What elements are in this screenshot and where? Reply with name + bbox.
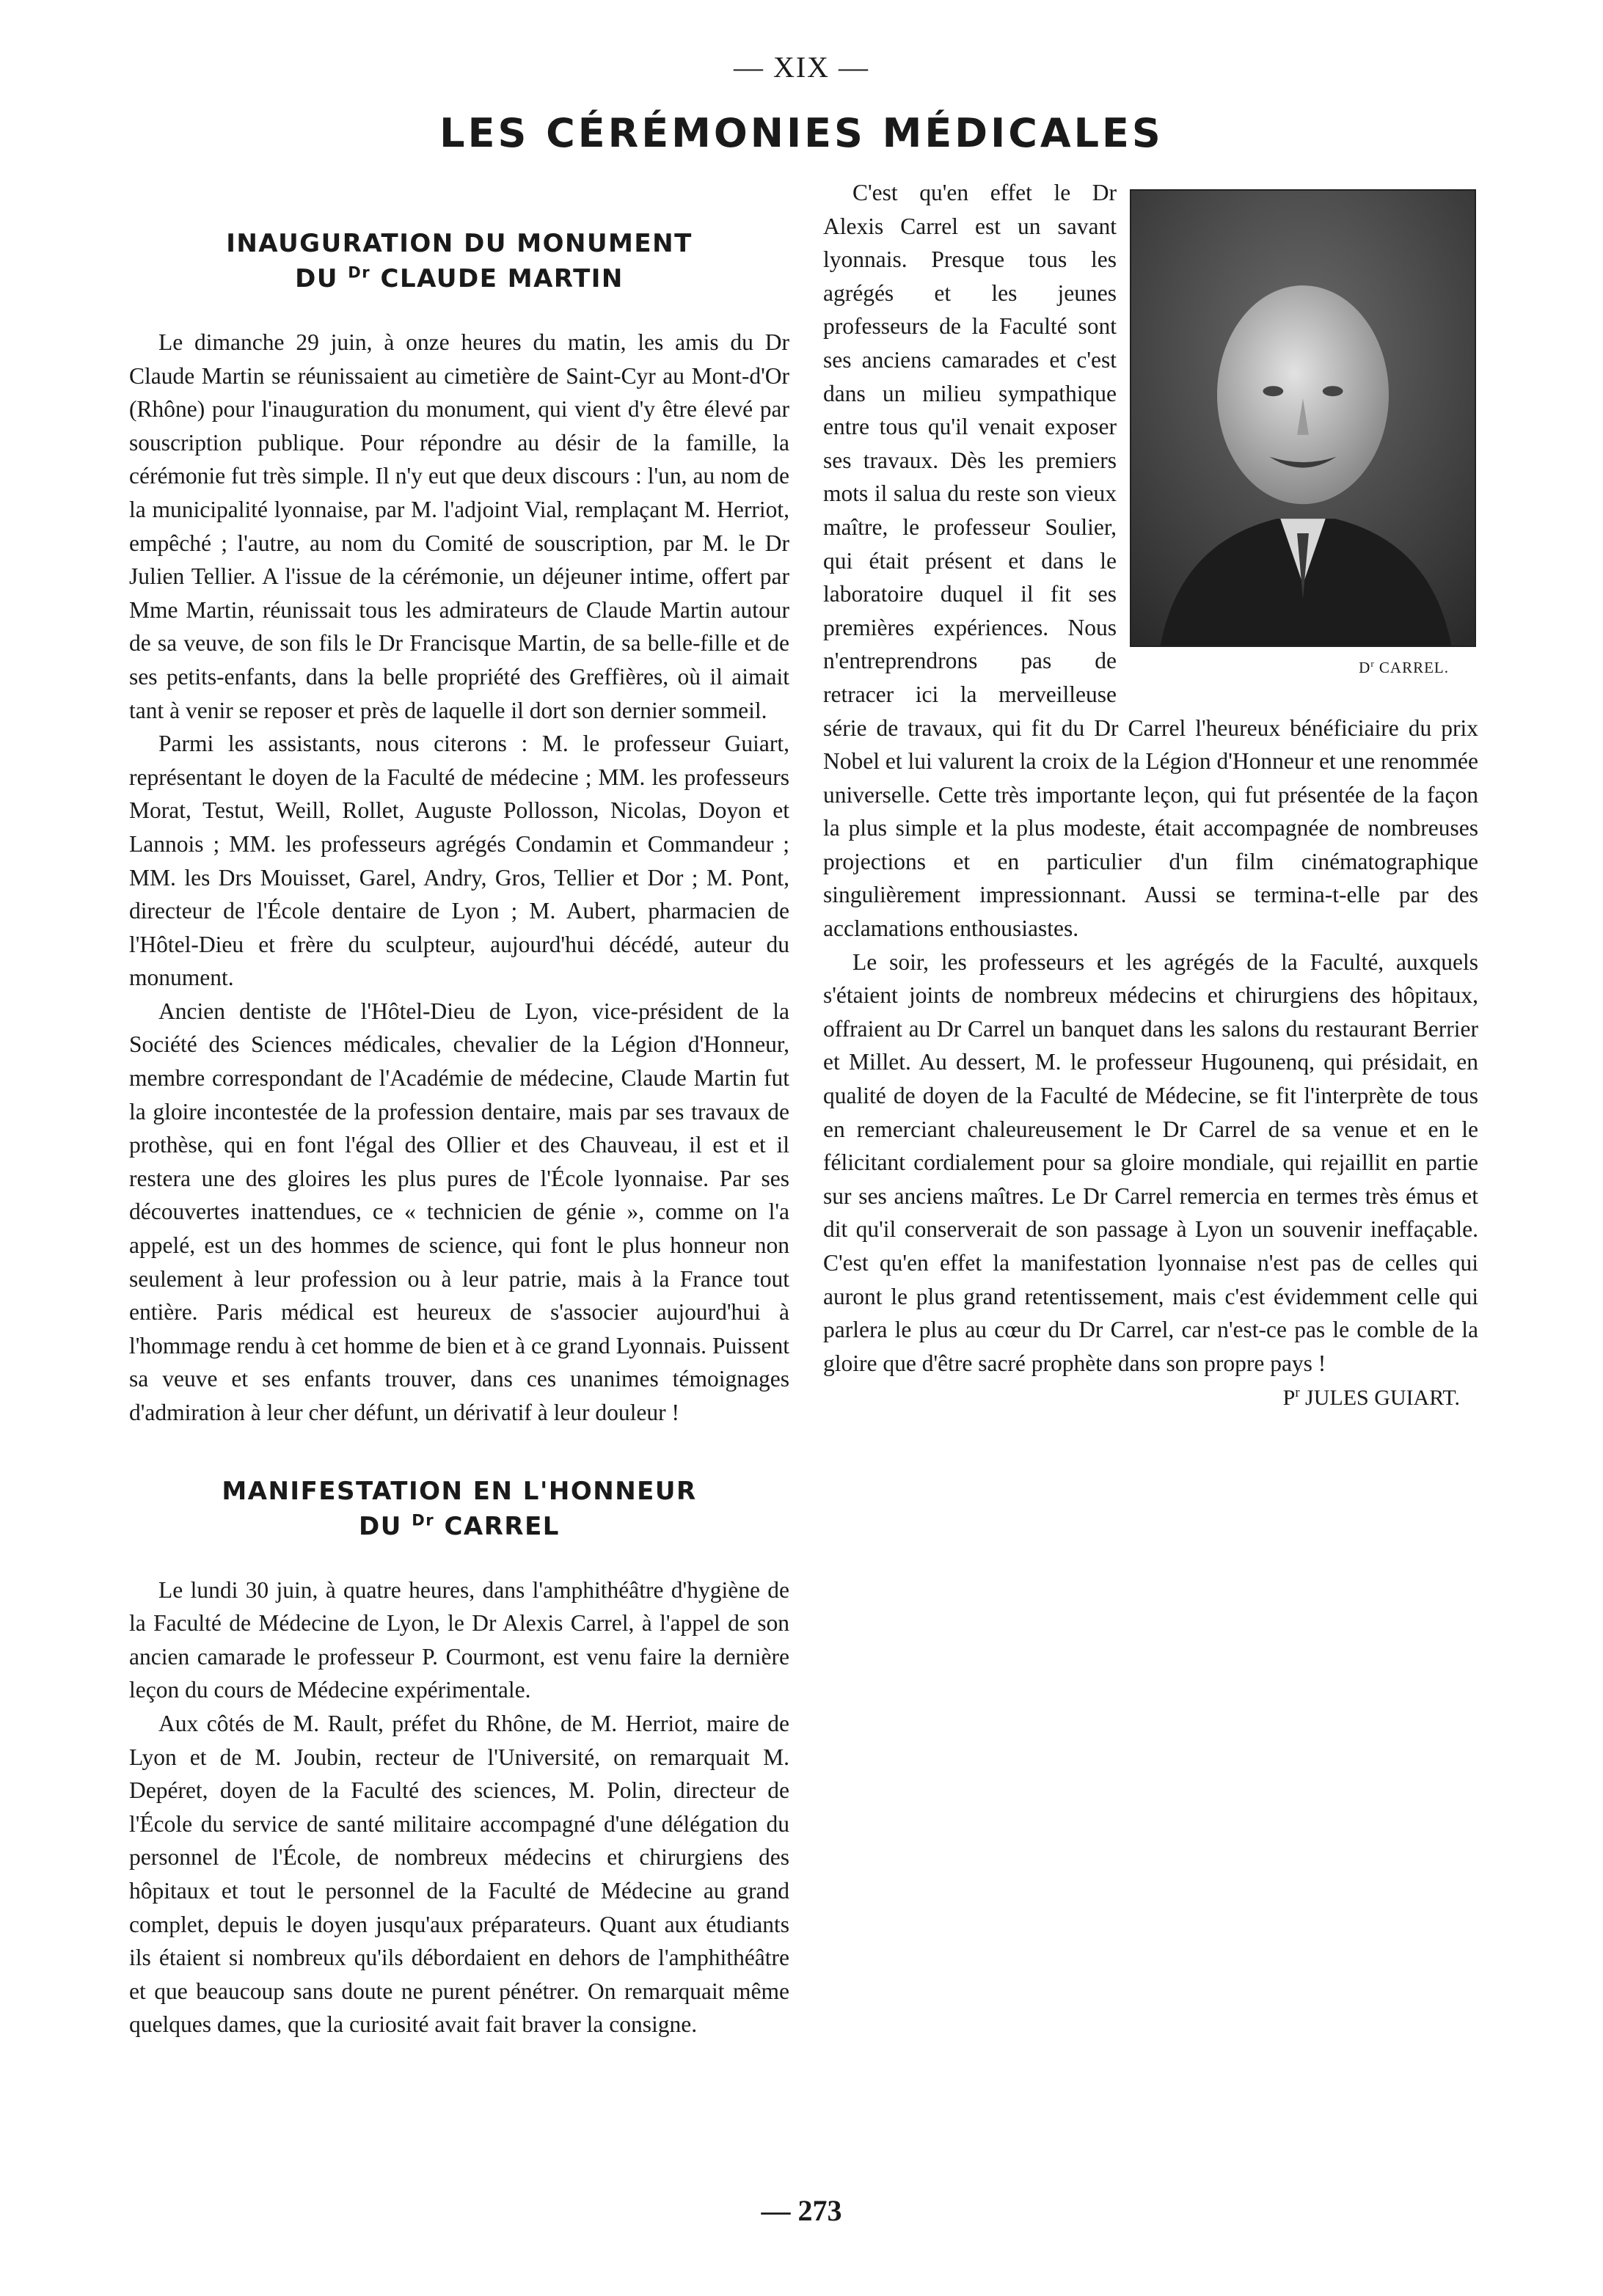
section-title-inauguration (129, 226, 789, 296)
title-line: INAUGURATION DU MONUMENT (226, 229, 693, 258)
caption-sup: r (1370, 658, 1375, 669)
paragraph: Parmi les assistants, nous citerons : M. le professeur Guiart, représentant le doyen de la Faculté de médecine ; MM. les professeurs Morat, Testut, Weill, Rollet, Auguste Pollosson, Nicolas, Doyon et Lannois ; MM. les professeurs agrégés Condamin et Commandeur ; MM. les Drs Mouisset, Garel, Andry, Gros, Tellier et Dor ; M. Pont, directeur de l'École dentaire de Lyon ; M. Aubert, pharmacien de l'Hôtel-Dieu et frère du sculpteur, aujourd'hui décédé, auteur du monument. (129, 731, 789, 991)
title-line: DU (295, 264, 348, 293)
signature-sup: r (1295, 1385, 1300, 1401)
caption-text: D (1359, 659, 1371, 676)
signature-text: JULES GUIART. (1299, 1386, 1460, 1411)
portrait-image (1131, 191, 1475, 646)
portrait-figure (1130, 189, 1478, 677)
paragraph: Ancien dentiste de l'Hôtel-Dieu de Lyon, vice-président de la Société des Sciences médicales, chevalier de la Légion d'Honneur, membre correspondant de l'Académie de médecine, Claude Martin fut la gloire incontestée de la profession dentaire, mais par ses travaux de prothèse, qui en font l'égal des Ollier et des Chauveau, il est et il restera une des gloires les plus pures de l'École lyonnaise. Par ses découvertes inattendues, ce « technicien de génie », comme on l'a appelé, est un des hommes de science, qui font le plus honneur non seulement à leur profession ou à leur patrie, mais à la France tout entière. Paris médical est heureux de s'associer aujourd'hui à l'hommage rendu à cet homme de bien et à ce grand Lyonnais. Puissent sa veuve et ses enfants trouver, dans ces unanimes témoignages d'admiration à leur cher défunt, un dérivatif à leur douleur ! (129, 998, 789, 1425)
page-title: LES CÉRÉMONIES MÉDICALES (439, 110, 1164, 156)
paragraph: Le dimanche 29 juin, à onze heures du matin, les amis du Dr Claude Martin se réunissaient au cimetière de Saint-Cyr au Mont-d'Or (Rhône) pour l'inauguration du monument, qui vient d'y être élevé par souscription publique. Pour répondre au désir de la famille, la cérémonie fut très simple. Il n'y eut que deux discours : l'un, au nom de la municipalité lyonnaise, par M. l'adjoint Vial, remplaçant M. Herriot, empêché ; l'autre, au nom du Comité de souscription, par M. le Dr Julien Tellier. A l'issue de la cérémonie, un déjeuner intime, offert par Mme Martin, réunissait tous les admirateurs de Claude Martin autour de sa veuve, de son fils le Dr Francisque Martin, de sa belle-fille et de ses petits-enfants, dans la belle propriété des Greffières, où il aimait tant à venir se reposer et près de laquelle il dort son dernier sommeil. (129, 329, 789, 723)
left-column (129, 176, 789, 2041)
paragraph: Aux côtés de M. Rault, préfet du Rhône, de M. Herriot, maire de Lyon et de M. Joubin, recteur de l'Université, on remarquait M. Depéret, doyen de la Faculté des sciences, M. Polin, directeur de l'École du service de santé militaire accompagné d'une délégation du personnel de l'École, de nombreux médecins et chirurgiens des hôpitaux et tout le personnel de la Faculté de Médecine au grand complet, depuis le doyen jusqu'aux préparateurs. Quant aux étudiants ils étaient si nombreux qu'ils débordaient en dehors de l'amphithéâtre et que beaucoup sans doute ne purent pénétrer. On remarquait même quelques dames, que la curiosité avait fait braver la consigne. (129, 1710, 789, 2038)
title-sup: Dr (348, 263, 371, 282)
right-column (823, 176, 1478, 1411)
author-signature (823, 1386, 1478, 1411)
paragraph: C'est qu'en effet le Dr Alexis Carrel est un savant lyonnais. Presque tous les agrégés et les jeunes professeurs de la Faculté sont ses anciens camarades et c'est dans un milieu sympathique entre tous qu'il venait exposer ses travaux. Dès les premiers mots il salua du reste son vieux maître, le professeur Soulier, qui était présent et dans le laboratoire duquel il fit ses premières expériences. Nous n'entreprendrons pas de retracer ici la merveilleuse série de travaux, qui fit du Dr Carrel l'heureux bénéficiaire du prix Nobel et lui valurent la croix de la Légion d'Honneur et une renommée universelle. Cette très importante leçon, qui fut présentée de la façon la plus simple et la plus modeste, était accompagnée de nombreuses projections et en particulier d'un film cinématographique singulièrement impressionnant. Aussi se termina-t-elle par des acclamations enthousiastes. (823, 180, 1478, 942)
title-sup: Dr (412, 1510, 435, 1529)
paragraph: Le soir, les professeurs et les agrégés de la Faculté, auxquels s'étaient joints de nombreux médecins et chirurgiens des hôpitaux, offraient au Dr Carrel un banquet dans les salons du restaurant Berrier et Millet. Au dessert, M. le professeur Hugounenq, qui présidait, en qualité de doyen de la Faculté de Médecine, se fit l'interprète de tous en remerciant chaleureusement le Dr Carrel de sa venue et en le félicitant cordialement pour sa gloire mondiale, qui rejaillit en partie sur ses anciens maîtres. Le Dr Carrel remercia en termes très émus et dit qu'il conserverait de son passage à Lyon un souvenir ineffaçable. C'est qu'en effet la manifestation lyonnaise n'est pas de celles qui auront le plus grand retentissement, mais c'est évidemment celle qui parlera le plus au cœur du Dr Carrel, car n'est-ce pas le comble de la gloire que d'être sacré prophète dans son propre pays ! (823, 948, 1478, 1376)
title-line: DU (359, 1511, 412, 1541)
caption-text: CARREL. (1374, 659, 1449, 676)
section-title-manifestation (129, 1474, 789, 1544)
portrait-photo (1130, 189, 1476, 647)
title-line: CLAUDE MARTIN (370, 264, 624, 293)
paragraph: Le lundi 30 juin, à quatre heures, dans l'amphithéâtre d'hygiène de la Faculté de Médecine de Lyon, le Dr Alexis Carrel, à l'appel de son ancien camarade le professeur P. Courmont, est venu faire la dernière leçon du cours de Médecine expérimentale. (129, 1576, 789, 1703)
page-header-roman: — XIX — (733, 51, 870, 84)
title-line: MANIFESTATION EN L'HONNEUR (222, 1476, 697, 1506)
signature-text: P (1282, 1386, 1296, 1411)
portrait-caption (1130, 659, 1478, 677)
title-line: CARREL (434, 1511, 560, 1541)
page-number: — 273 (761, 2194, 842, 2227)
